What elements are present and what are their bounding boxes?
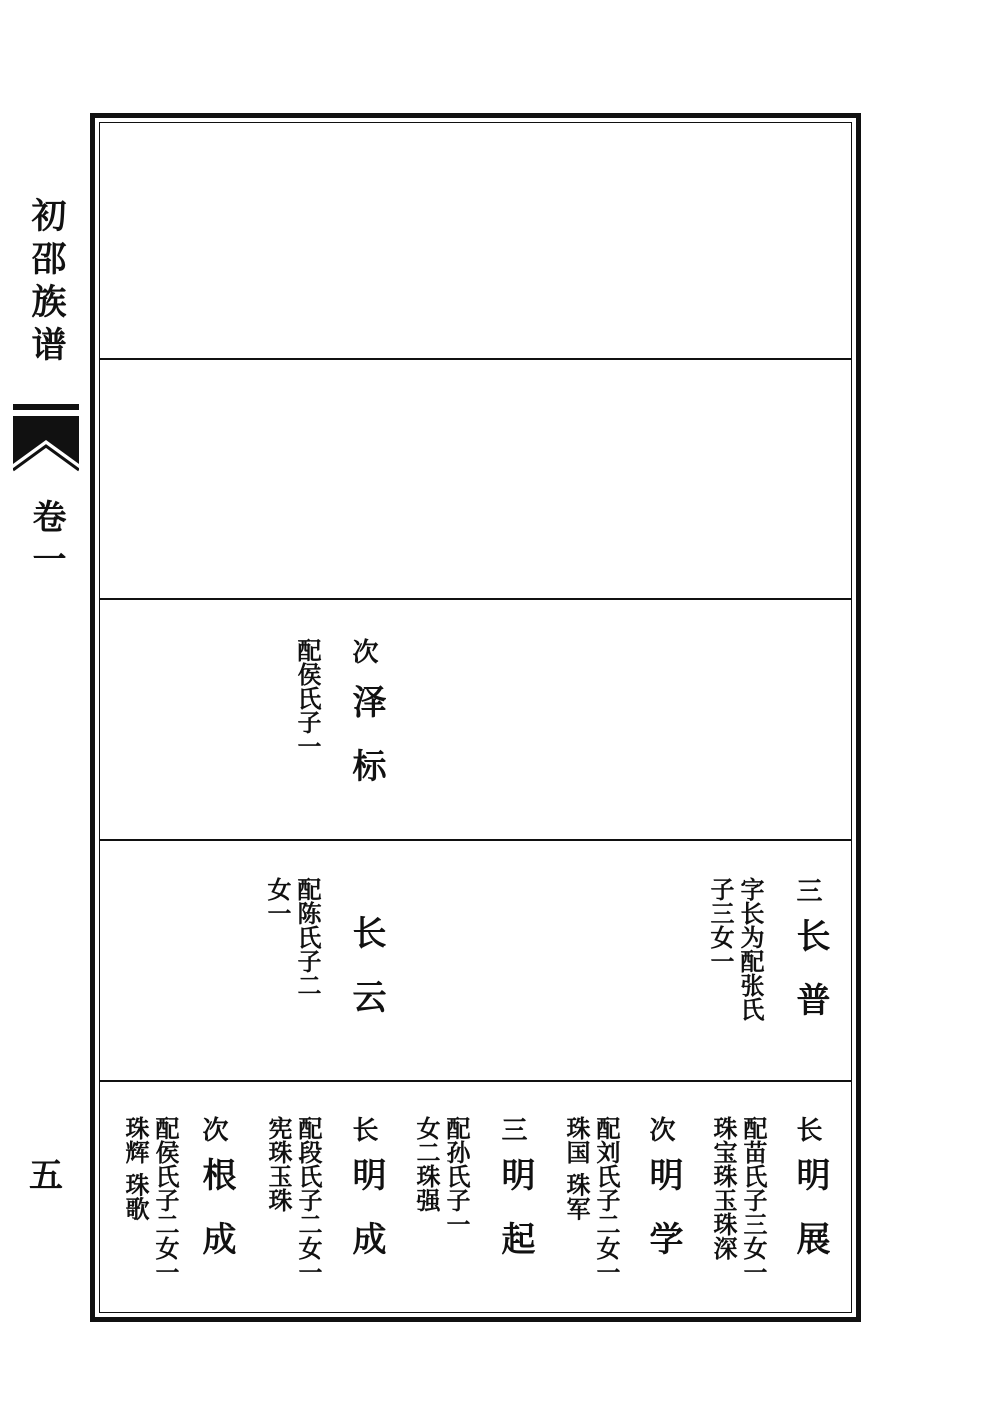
page-number: 五	[29, 1156, 63, 1196]
entry-ordinal: 三	[497, 1116, 527, 1142]
entry-note: 配侯氏子一	[293, 638, 322, 758]
entry-note: 配陈氏子二 女一	[263, 877, 322, 997]
fishtail-mark-icon	[13, 404, 79, 472]
entry-name: 根成	[196, 1157, 236, 1285]
entry-note: 配刘氏子二女一 珠国 珠军	[562, 1116, 621, 1284]
entry-ordinal: 次	[645, 1116, 675, 1142]
row-divider	[100, 839, 851, 841]
row-divider	[100, 598, 851, 600]
entry-name: 长普	[790, 918, 830, 1046]
row-divider	[100, 358, 851, 360]
entry-ordinal: 长	[792, 1116, 822, 1142]
entry-ordinal: 次	[348, 638, 378, 664]
entry-note: 配孙氏子一 女二珠强	[412, 1116, 471, 1236]
entry-note: 配侯氏子二女一 珠辉 珠歌	[121, 1116, 180, 1284]
entry-name: 明学	[643, 1157, 683, 1285]
entry-name: 明展	[790, 1157, 830, 1285]
row-divider	[100, 1080, 851, 1082]
entry-note: 字长为配张氏 子三女一	[706, 877, 765, 1021]
entry-name: 明起	[495, 1157, 535, 1285]
entry-note: 配段氏子二女一 宪珠玉珠	[264, 1116, 323, 1284]
entry-name: 长云	[346, 915, 386, 1043]
entry-ordinal: 长	[348, 1116, 378, 1142]
entry-note: 配苗氏子三女一 珠宝珠玉珠深	[709, 1116, 768, 1284]
entry-ordinal: 次	[198, 1116, 228, 1142]
entry-ordinal: 三	[792, 877, 822, 903]
entry-name: 泽标	[346, 684, 386, 812]
book-title: 初邵族谱	[26, 197, 67, 369]
entry-name: 明成	[346, 1157, 386, 1285]
volume-label: 卷一	[26, 499, 66, 583]
